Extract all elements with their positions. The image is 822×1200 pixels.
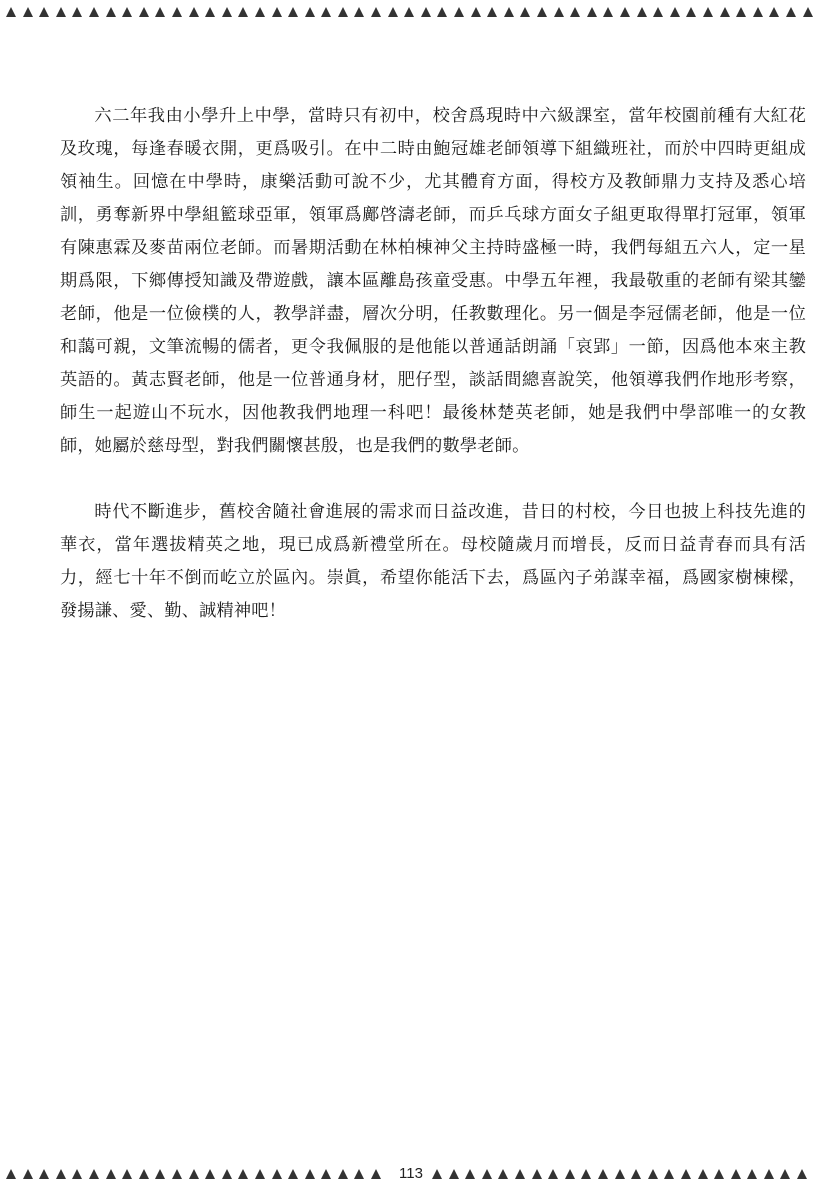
triangle-border-icon (736, 7, 746, 17)
bottom-decorative-border (0, 1164, 822, 1184)
triangle-border-icon (39, 1169, 49, 1179)
triangle-border-icon (670, 7, 680, 17)
triangle-border-icon (482, 1169, 492, 1179)
triangle-border-icon (681, 1169, 691, 1179)
triangle-border-icon (89, 7, 99, 17)
triangle-border-icon (172, 7, 182, 17)
triangle-border-icon (354, 7, 364, 17)
triangle-border-icon (764, 1169, 774, 1179)
triangle-border-icon (620, 7, 630, 17)
triangle-border-icon (72, 7, 82, 17)
triangle-border-icon (686, 7, 696, 17)
triangle-border-icon (321, 1169, 331, 1179)
triangle-border-icon (172, 1169, 182, 1179)
triangle-border-icon (498, 1169, 508, 1179)
triangle-border-icon (23, 7, 33, 17)
triangle-border-icon (714, 1169, 724, 1179)
triangle-border-icon (487, 7, 497, 17)
triangle-border-icon (222, 1169, 232, 1179)
triangle-border-icon (371, 7, 381, 17)
triangle-border-icon (432, 1169, 442, 1179)
triangle-border-icon (532, 1169, 542, 1179)
triangle-border-icon (56, 7, 66, 17)
triangle-border-icon (803, 7, 813, 17)
triangle-border-icon (421, 7, 431, 17)
triangle-border-icon (205, 1169, 215, 1179)
triangle-border-icon (321, 7, 331, 17)
triangle-border-icon (747, 1169, 757, 1179)
triangle-border-icon (720, 7, 730, 17)
triangle-border-icon (437, 7, 447, 17)
triangle-border-icon (122, 1169, 132, 1179)
page-number: 113 (399, 1165, 423, 1182)
triangle-border-icon (449, 1169, 459, 1179)
triangle-border-icon (603, 7, 613, 17)
triangle-border-icon (731, 1169, 741, 1179)
triangle-border-icon (587, 7, 597, 17)
triangle-border-icon (72, 1169, 82, 1179)
triangle-border-icon (272, 1169, 282, 1179)
paragraph-2: 時代不斷進步，舊校舍隨社會進展的需求而日益改進，昔日的村校，今日也披上科技先進的華衣，當年選拔精英之地，現已成爲新禮堂所在。母校隨歲月而增長，反而日益青春而具有活力，經七十年不倒而屹立於區內。崇眞，希望你能活下去，爲區內子弟謀幸福，爲國家樹棟樑，發揚謙、愛、勤、誠精神吧！ (60, 502, 806, 621)
triangle-border-icon (139, 7, 149, 17)
triangle-border-icon (238, 1169, 248, 1179)
triangle-border-icon (106, 7, 116, 17)
triangle-border-icon (272, 7, 282, 17)
triangle-border-icon (338, 1169, 348, 1179)
triangle-border-icon (354, 1169, 364, 1179)
triangle-border-icon (305, 7, 315, 17)
triangle-border-icon (189, 1169, 199, 1179)
triangle-border-icon (537, 7, 547, 17)
triangle-border-icon (615, 1169, 625, 1179)
triangle-border-icon (205, 7, 215, 17)
triangle-border-icon (515, 1169, 525, 1179)
triangle-border-icon (598, 1169, 608, 1179)
triangle-border-icon (554, 7, 564, 17)
triangle-border-icon (565, 1169, 575, 1179)
triangle-border-icon (288, 7, 298, 17)
triangle-border-icon (769, 7, 779, 17)
triangle-border-icon (371, 1169, 381, 1179)
triangle-border-icon (780, 1169, 790, 1179)
triangle-border-icon (23, 1169, 33, 1179)
triangle-border-icon (305, 1169, 315, 1179)
triangle-border-icon (56, 1169, 66, 1179)
document-body (60, 100, 806, 628)
triangle-border-icon (786, 7, 796, 17)
triangle-border-icon (753, 7, 763, 17)
triangle-border-icon (703, 7, 713, 17)
triangle-border-icon (155, 1169, 165, 1179)
triangle-border-icon (454, 7, 464, 17)
bottom-left-triangle-row (6, 1164, 390, 1184)
triangle-border-icon (548, 1169, 558, 1179)
top-triangle-row (6, 2, 818, 22)
top-decorative-border (0, 2, 822, 22)
triangle-border-icon (89, 1169, 99, 1179)
triangle-border-icon (404, 7, 414, 17)
triangle-border-icon (664, 1169, 674, 1179)
triangle-border-icon (520, 7, 530, 17)
triangle-border-icon (189, 7, 199, 17)
triangle-border-icon (6, 7, 16, 17)
triangle-border-icon (653, 7, 663, 17)
triangle-border-icon (155, 7, 165, 17)
triangle-border-icon (581, 1169, 591, 1179)
triangle-border-icon (222, 7, 232, 17)
triangle-border-icon (631, 1169, 641, 1179)
triangle-border-icon (238, 7, 248, 17)
triangle-border-icon (637, 7, 647, 17)
triangle-border-icon (139, 1169, 149, 1179)
triangle-border-icon (338, 7, 348, 17)
triangle-border-icon (288, 1169, 298, 1179)
triangle-border-icon (797, 1169, 807, 1179)
triangle-border-icon (106, 1169, 116, 1179)
triangle-border-icon (122, 7, 132, 17)
triangle-border-icon (39, 7, 49, 17)
paragraph-1: 六二年我由小學升上中學，當時只有初中，校舍爲現時中六級課室，當年校園前種有大紅花及玫瑰，每逢春暖衣開，更爲吸引。在中二時由鮑冠雄老師領導下組織班社，而於中四時更組成領袖生。回憶在中學時，康樂活動可說不少，尤其體育方面，得校方及教師鼎力支持及悉心培訓，勇奪新界中學組籃球亞軍，領軍爲鄺啓濤老師，而乒乓球方面女子組更取得單打冠軍，領軍有陳惠霖及麥苗兩位老師。而暑期活動在林柏棟神父主持時盛極一時，我們每組五六人，定一星期爲限，下鄉傳授知識及帶遊戲，讓本區離島孩童受惠。中學五年裡，我最敬重的老師有梁其鑾老師，他是一位儉樸的人，教學詳盡，層次分明，任教數理化。另一個是李冠儒老師，他是一位和藹可親，文筆流暢的儒者，更令我佩服的是他能以普通話朗誦「哀郢」一節，因爲他本來主教英語的。黃志賢老師，他是一位普通身材，肥仔型，談話間總喜說笑，他領導我們作地形考察，師生一起遊山不玩水，因他教我們地理一科吧！最後林楚英老師，她是我們中學部唯一的女教師，她屬於慈母型，對我們關懷甚殷，也是我們的數學老師。 (60, 106, 806, 456)
triangle-border-icon (698, 1169, 708, 1179)
triangle-border-icon (6, 1169, 16, 1179)
triangle-border-icon (648, 1169, 658, 1179)
triangle-border-icon (471, 7, 481, 17)
triangle-border-icon (255, 7, 265, 17)
triangle-border-icon (465, 1169, 475, 1179)
triangle-border-icon (570, 7, 580, 17)
triangle-border-icon (388, 7, 398, 17)
triangle-border-icon (504, 7, 514, 17)
triangle-border-icon (255, 1169, 265, 1179)
bottom-right-triangle-row (432, 1164, 818, 1184)
